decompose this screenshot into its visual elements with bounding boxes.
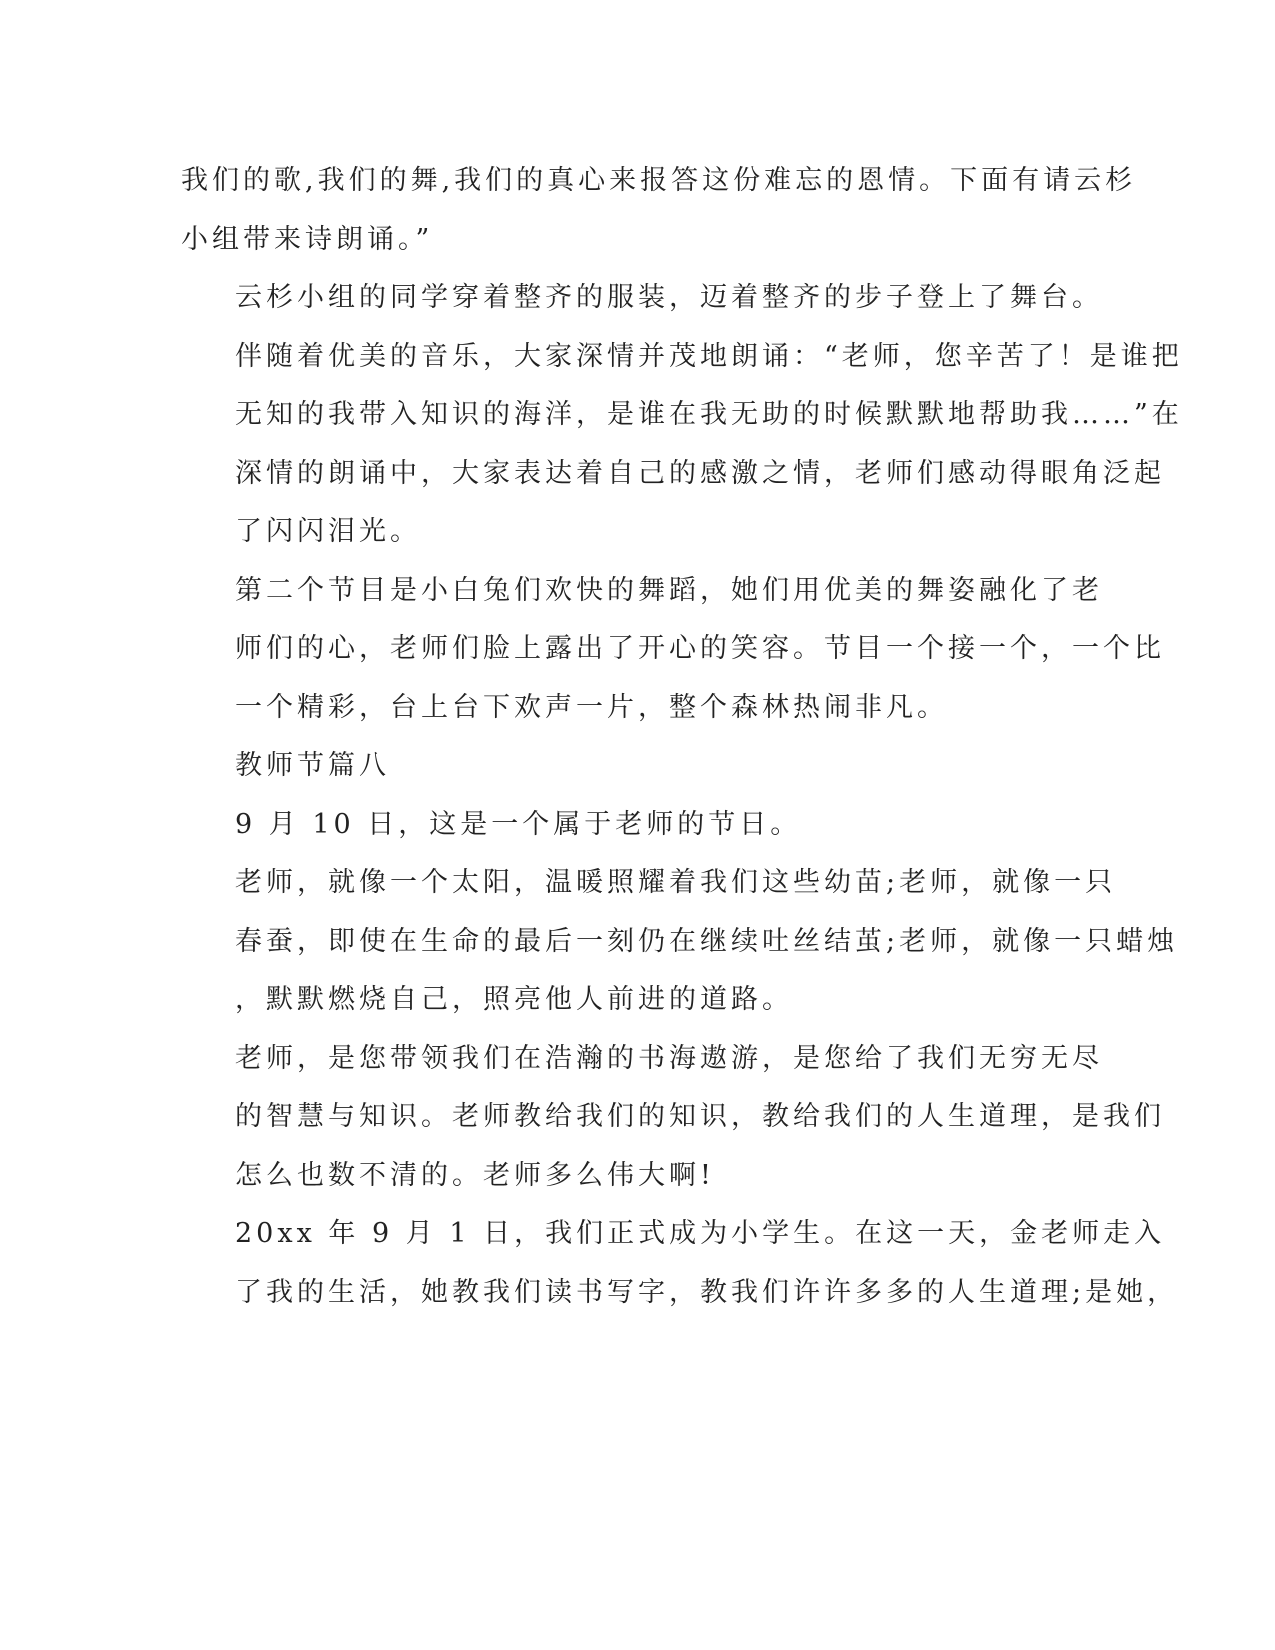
text-line: 春蚕，即使在生命的最后一刻仍在继续吐丝结茧;老师，就像一只蜡烛	[235, 925, 1179, 957]
paragraph-1	[181, 152, 1137, 269]
text-line: 教师节篇八	[235, 750, 390, 781]
text-line: 老师，就像一个太阳，温暖照耀着我们这些幼苗;老师，就像一只	[235, 867, 1117, 898]
paragraph-6	[181, 854, 1179, 1030]
paragraph-5	[181, 796, 1032, 855]
text-line: 伴随着优美的音乐，大家深情并茂地朗诵：“老师，您辛苦了！是谁把	[235, 340, 1183, 372]
text-line: 了我的生活，她教我们读书写字，教我们许许多多的人生道理;是她，	[235, 1276, 1179, 1308]
text-line: 9 月 10 日，这是一个属于老师的节日。	[235, 808, 802, 840]
text-line: 老师，是您带领我们在浩瀚的书海遨游，是您给了我们无穷无尽	[235, 1042, 1103, 1074]
text-line: 怎么也数不清的。老师多么伟大啊!	[235, 1159, 715, 1191]
text-line: 无知的我带入知识的海洋，是谁在我无助的时候默默地帮助我……”在	[235, 399, 1183, 430]
paragraph-7	[181, 1030, 1165, 1206]
text-line: 师们的心，老师们脸上露出了开心的笑容。节目一个接一个，一个比	[235, 633, 1165, 664]
text-line: ，默默燃烧自己，照亮他人前进的道路。	[235, 984, 793, 1015]
text-line: 我们的歌,我们的舞,我们的真心来报答这份难忘的恩情。下面有请云杉	[181, 165, 1137, 196]
paragraph-3	[181, 562, 1165, 738]
text-line: 云杉小组的同学穿着整齐的服装，迈着整齐的步子登上了舞台。	[235, 282, 1103, 313]
text-line: 的智慧与知识。老师教给我们的知识，教给我们的人生道理，是我们	[235, 1101, 1165, 1132]
paragraph-8	[181, 1205, 1179, 1322]
text-line: 小组带来诗朗诵。”	[181, 223, 434, 255]
text-line: 深情的朗诵中，大家表达着自己的感激之情，老师们感动得眼角泛起	[235, 457, 1165, 489]
text-line: 了闪闪泪光。	[235, 516, 421, 547]
text-line: 20xx 年 9 月 1 日，我们正式成为小学生。在这一天，金老师走入	[235, 1218, 1166, 1249]
text-line: 一个精彩，台上台下欢声一片，整个森林热闹非凡。	[235, 691, 948, 723]
text-line: 第二个节目是小白兔们欢快的舞蹈，她们用优美的舞姿融化了老	[235, 574, 1103, 606]
paragraph-2	[181, 269, 1183, 562]
document-body	[181, 152, 1183, 1322]
paragraph-4	[181, 737, 1032, 796]
